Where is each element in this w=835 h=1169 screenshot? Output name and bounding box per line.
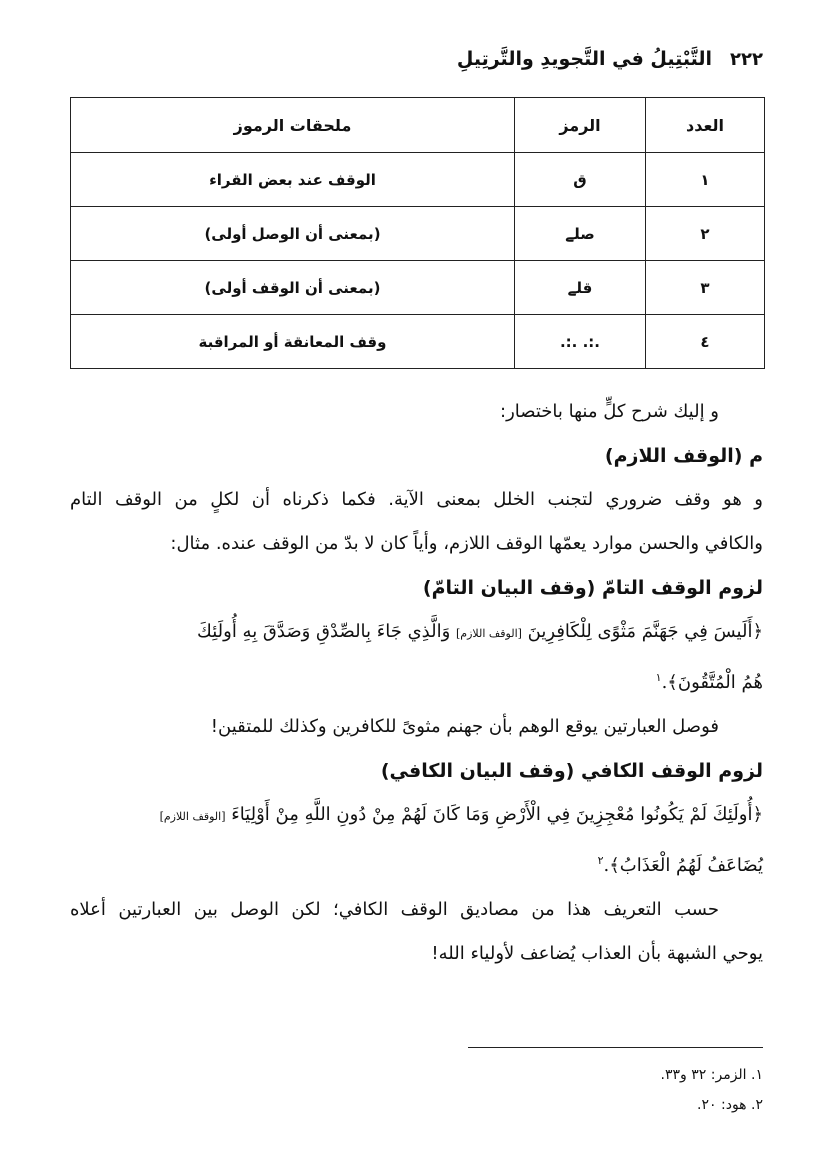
header-meaning: ملحقات الرموز (71, 98, 515, 153)
paragraph-line: حسب التعريف هذا من مصاديق الوقف الكافي؛ لكن الوصل بين العبارتين أعلاه (70, 899, 719, 920)
row-meaning: وقف المعانقة أو المراقبة (71, 315, 515, 369)
table-row (71, 315, 765, 369)
header-number: العدد (646, 98, 765, 153)
example-heading-kafi: لزوم الوقف الكافي (وقف البيان الكافي) (380, 760, 763, 782)
page-number: ٢٢٢ (730, 48, 763, 70)
verse-text: ﴿أَلَيسَ فِي جَهَنَّمَ مَثْوًى لِلْكَافِرِينَ (527, 621, 763, 642)
footnote-item: ١. الزمر: ٣٢ و٣٣. (660, 1067, 763, 1083)
verse-line (70, 610, 763, 656)
page-header (72, 42, 763, 76)
row-number: ١ (646, 153, 765, 207)
table-row (71, 261, 765, 315)
book-title: التَّبْتِيلُ في التَّجويدِ والتَّرتِيلِ (456, 48, 713, 70)
body-text (70, 390, 763, 976)
row-number: ٢ (646, 207, 765, 261)
verse-line (70, 839, 763, 888)
verse-line (70, 656, 763, 705)
paragraph-line: والكافي والحسن موارد يعمّها الوقف اللازم، وأياً كان لا بدّ من الوقف عنده. مثال: (170, 533, 763, 554)
verse-text: وَالَّذِي جَاءَ بِالصِّدْقِ وَصَدَّقَ بِهِ أُولَئِكَ (197, 621, 451, 642)
row-symbol: صلے (515, 207, 646, 261)
row-number: ٤ (646, 315, 765, 369)
row-symbol: قلے (515, 261, 646, 315)
row-meaning: (بمعنى أن الوصل أولى) (71, 207, 515, 261)
row-number: ٣ (646, 261, 765, 315)
paragraph-line: يوحي الشبهة بأن العذاب يُضاعف لأولياء الله! (431, 943, 763, 964)
table-header-row (71, 98, 765, 153)
row-symbol: .:. .:. (515, 315, 646, 369)
footnote-ref[interactable]: ٢ (597, 854, 604, 867)
paragraph-line: فوصل العبارتين يوقع الوهم بأن جهنم مثوىً للكافرين وكذلك للمتقين! (210, 716, 719, 737)
row-meaning: (بمعنى أن الوقف أولى) (71, 261, 515, 315)
intro-line: و إليك شرح كلٍّ منها باختصار: (500, 401, 719, 422)
table-row (71, 207, 765, 261)
symbols-table (70, 97, 765, 369)
paragraph-line: و هو وقف ضروري لتجنب الخلل بمعنى الآية. فكما ذكرناه أن لكلٍ من الوقف التام (70, 489, 763, 510)
footnotes (72, 1060, 763, 1120)
row-meaning: الوقف عند بعض القراء (71, 153, 515, 207)
verse-text: يُضَاعَفُ لَهُمُ الْعَذَابُ﴾. (603, 855, 763, 876)
example-heading-tam: لزوم الوقف التامّ (وقف البيان التامّ) (422, 577, 763, 599)
footnote-divider (468, 1047, 763, 1048)
table-row (71, 153, 765, 207)
section-heading-lazim: م (الوقف اللازم) (604, 445, 763, 467)
verse-text: ﴿أُولَئِكَ لَمْ يَكُونُوا مُعْجِزِينَ فِي الْأَرْضِ وَمَا كَانَ لَهُمْ مِنْ دُونِ اللَّهِ مِنْ أَوْلِيَاءَ (231, 804, 763, 825)
footnote-item: ٢. هود: ٢٠. (697, 1097, 763, 1113)
stop-tag: [الوقف اللازم] (159, 810, 226, 823)
footnote-ref[interactable]: ١ (655, 671, 662, 684)
stop-tag: [الوقف اللازم] (456, 627, 522, 640)
header-symbol: الرمز (515, 98, 646, 153)
row-symbol: ق (515, 153, 646, 207)
verse-line (70, 793, 763, 839)
verse-text: هُمُ الْمُتَّقُونَ﴾. (661, 672, 763, 693)
